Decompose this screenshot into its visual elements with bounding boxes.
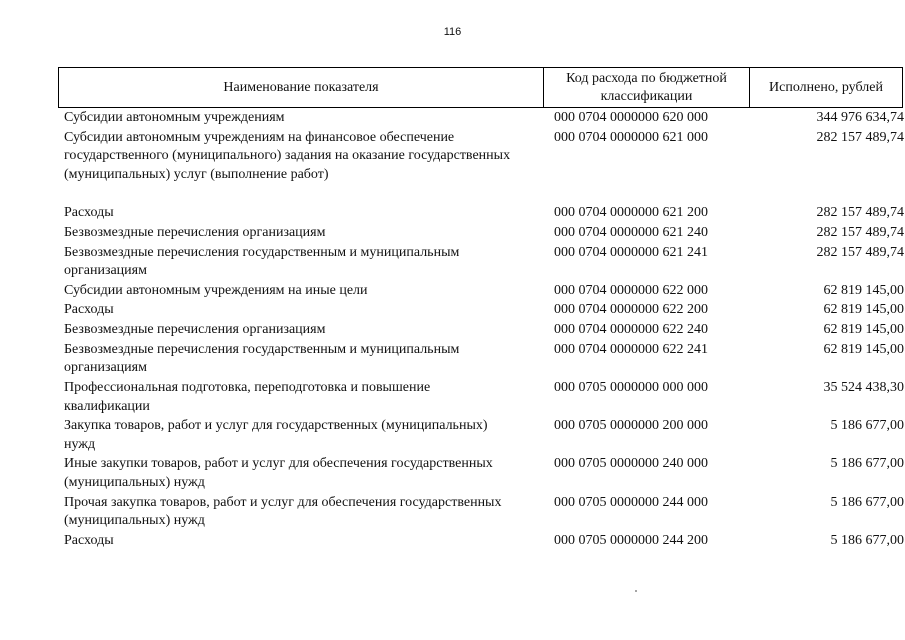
row-amount: 344 976 634,74 [816,110,904,125]
table-row [64,109,904,128]
row-code: 000 0705 0000000 244 000 [554,494,708,510]
table-row [64,301,904,320]
row-name: Расходы [64,205,114,221]
row-name: Безвозмездные перечисления государственным и муниципальным организациям [64,244,460,279]
row-code: 000 0704 0000000 621 240 [554,224,708,240]
row-name: Субсидии автономным учреждениям [64,110,285,125]
row-code: 000 0704 0000000 622 240 [554,322,708,338]
row-code: 000 0705 0000000 000 000 [554,380,708,395]
row-amount: 5 186 677,00 [830,494,904,510]
table-row [64,417,904,454]
row-name: Расходы [64,532,114,548]
row-amount: 5 186 677,00 [830,456,904,472]
column-header-name: Наименование показателя [59,68,544,107]
scan-speck [635,590,637,592]
table-header [58,67,903,108]
table-row [64,341,904,378]
table-row [64,282,904,301]
row-code: 000 0704 0000000 621 000 [554,129,708,145]
row-code: 000 0704 0000000 621 241 [554,244,708,260]
table-row [64,532,904,551]
row-amount: 62 819 145,00 [823,341,904,357]
row-code: 000 0704 0000000 622 200 [554,302,708,318]
row-amount: 282 157 489,74 [816,129,904,145]
row-name: Расходы [64,302,114,318]
row-name: Субсидии автономным учреждениям на финансовое обеспечение государственного (муниципального) задания на оказание государственных (муниципальных) услуг (выполнение работ) [64,129,511,182]
row-amount: 35 524 438,30 [823,380,904,395]
row-code: 000 0705 0000000 200 000 [554,418,708,434]
row-amount: 62 819 145,00 [823,282,904,298]
row-name: Закупка товаров, работ и услуг для государственных (муниципальных) нужд [64,418,488,452]
table-row [64,224,904,243]
table-row [64,244,904,281]
row-name: Иные закупки товаров, работ и услуг для обеспечения государственных (муниципальных) нужд [64,456,493,490]
row-amount: 5 186 677,00 [830,532,904,548]
row-name: Безвозмездные перечисления организациям [64,224,326,240]
row-code: 000 0705 0000000 244 200 [554,532,708,548]
row-amount: 5 186 677,00 [830,418,904,434]
row-code: 000 0704 0000000 621 200 [554,205,708,221]
table-row [64,494,904,531]
table-row [64,455,904,492]
table-row [64,321,904,340]
table-row [64,379,904,416]
row-amount: 282 157 489,74 [816,244,904,260]
row-code: 000 0704 0000000 622 241 [554,341,708,357]
row-name: Прочая закупка товаров, работ и услуг для обеспечения государственных (муниципальных) нужд [64,494,502,529]
row-amount: 282 157 489,74 [816,224,904,240]
row-name: Субсидии автономным учреждениям на иные цели [64,282,368,298]
page-number: 116 [443,26,462,38]
column-header-amount: Исполнено, рублей [769,79,883,95]
row-name: Безвозмездные перечисления организациям [64,322,326,338]
row-code: 000 0704 0000000 620 000 [554,110,708,125]
table-row [64,204,904,223]
table-body [64,109,904,551]
table-row [64,129,904,185]
column-header-code: Код расхода по бюджетной классификации [544,68,750,107]
row-name: Безвозмездные перечисления государственным и муниципальным организациям [64,341,460,376]
row-amount: 282 157 489,74 [816,205,904,221]
row-name: Профессиональная подготовка, переподготовка и повышение квалификации [64,380,431,414]
row-code: 000 0704 0000000 622 000 [554,282,708,298]
row-code: 000 0705 0000000 240 000 [554,456,708,472]
row-amount: 62 819 145,00 [823,302,904,318]
row-amount: 62 819 145,00 [823,322,904,338]
